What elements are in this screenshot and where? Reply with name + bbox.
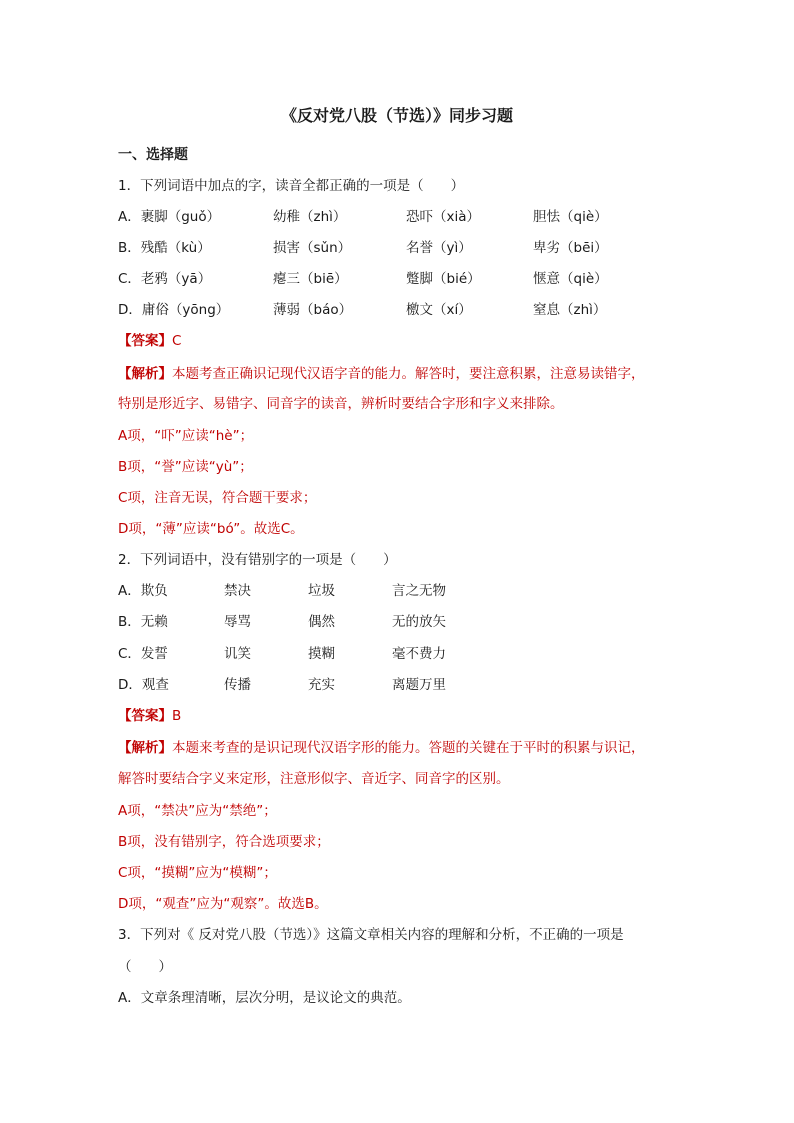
option-word: 摸糊 [308, 646, 335, 662]
question-1-note-c: C项，注音无误，符合题干要求； [118, 490, 317, 506]
question-1-answer [118, 331, 181, 351]
option-word: 蹩脚（bié） [406, 271, 481, 287]
option-word: 离题万里 [392, 677, 446, 693]
option-word: B．残酷（kù） [118, 240, 211, 256]
question-2-answer [118, 706, 181, 726]
question-2-note-b: B项，没有错别字，符合选项要求； [118, 834, 330, 850]
answer-label: 【答案】 [118, 333, 172, 349]
option-word: 胆怯（qiè） [533, 209, 608, 225]
question-2-analysis [118, 738, 645, 758]
question-1-note-d: D项，“薄”应读“bó”。故选C。 [118, 521, 304, 537]
answer-label: 【答案】 [118, 708, 172, 724]
option-word: 毫不费力 [392, 646, 446, 662]
option-word: 名誉（yì） [406, 240, 472, 256]
analysis-text: 本题来考查的是识记现代汉语字形的能力。答题的关键在于平时的积累与识记， [172, 740, 645, 756]
question-1-analysis [118, 364, 645, 384]
question-2-note-c: C项，“摸糊”应为“模糊”； [118, 865, 277, 881]
option-word: 窒息（zhì） [533, 302, 607, 318]
question-3-stem-bracket: （ ） [118, 959, 172, 975]
question-2-stem: 2．下列词语中，没有错别字的一项是（ ） [118, 552, 397, 568]
option-word: 禁决 [224, 583, 251, 599]
option-word: B．无赖 [118, 614, 168, 630]
option-word: A．欺负 [118, 583, 168, 599]
option-word: 恐吓（xià） [406, 209, 481, 225]
question-1-note-a: A项，“吓”应读“hè”； [118, 428, 254, 444]
option-word: 传播 [224, 677, 251, 693]
option-word: 惬意（qiè） [533, 271, 608, 287]
option-word: 无的放矢 [392, 614, 446, 630]
option-word: 充实 [308, 677, 335, 693]
option-word: D．观查 [118, 677, 169, 693]
option-word: 损害（sǔn） [273, 240, 352, 256]
option-word: 辱骂 [224, 614, 251, 630]
question-3-option-a: A．文章条理清晰，层次分明，是议论文的典范。 [118, 990, 411, 1006]
analysis-text: 本题考查正确识记现代汉语字音的能力。解答时，要注意积累，注意易读错字， [172, 366, 645, 382]
analysis-label: 【解析】 [118, 740, 172, 756]
analysis-label: 【解析】 [118, 366, 172, 382]
question-2-note-d: D项，“观查”应为“观察”。故选B。 [118, 896, 328, 912]
answer-value: B [172, 708, 182, 724]
option-word: 偶然 [308, 614, 335, 630]
question-1-stem: 1．下列词语中加点的字，读音全都正确的一项是（ ） [118, 178, 465, 194]
option-word: 薄弱（báo） [273, 302, 353, 318]
option-word: 言之无物 [392, 583, 446, 599]
answer-value: C [172, 333, 182, 349]
option-word: C．发誓 [118, 646, 168, 662]
question-2-analysis-cont: 解答时要结合字义来定形，注意形似字、音近字、同音字的区别。 [118, 771, 510, 787]
option-word: C．老鸦（yā） [118, 271, 212, 287]
option-word: 讥笑 [224, 646, 251, 662]
option-word: 垃圾 [308, 583, 335, 599]
option-word: 卑劣（bēi） [533, 240, 608, 256]
section-heading: 一、选择题 [118, 147, 188, 163]
option-word: 瘪三（biē） [273, 271, 348, 287]
option-word: A．裹脚（guǒ） [118, 209, 221, 225]
option-word: 幼稚（zhì） [273, 209, 347, 225]
document-title: 《反对党八股（节选）》同步习题 [280, 106, 513, 125]
question-1-analysis-cont: 特别是形近字、易错字、同音字的读音，辨析时要结合字形和字义来排除。 [118, 396, 564, 412]
question-3-stem: 3．下列对《 反对党八股（节选）》这篇文章相关内容的理解和分析，不正确的一项是 [118, 927, 624, 943]
question-1-note-b: B项，“誉”应读“yù”； [118, 459, 253, 475]
question-2-note-a: A项，“禁决”应为“禁绝”； [118, 803, 277, 819]
option-word: 檄文（xí） [406, 302, 472, 318]
option-word: D．庸俗（yōng） [118, 302, 230, 318]
